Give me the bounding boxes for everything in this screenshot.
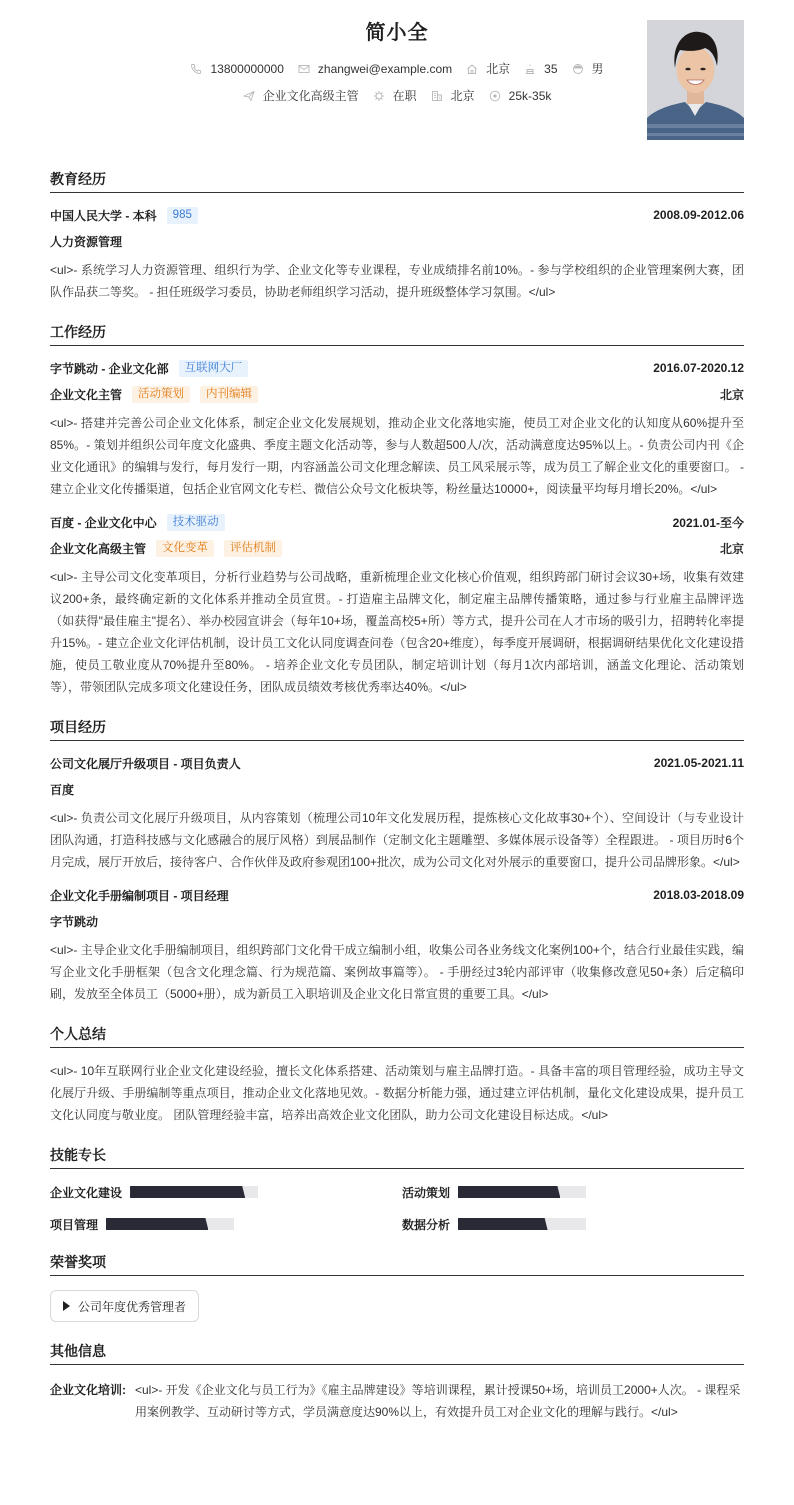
project-description: <ul>- 主导企业文化手册编制项目，组织跨部门文化骨干成立编制小组，收集公司各业务线文化案例100+个，结合行业最佳实践，编写企业文化手册框架（包含文化理念篇、行为规范篇、案例故事篇等）。 - 手册经过3轮内部评审（收集修改意见50+条）后定稿印刷，发放至全体员工（5000+册），成为新员工入职培训及企业文化日常宣贯的重要工具。</ul> [50, 943, 744, 1001]
salary-value: 25k-35k [508, 88, 552, 103]
job-status [373, 87, 417, 104]
skill-item [402, 1183, 754, 1201]
work-description: <ul>- 主导公司文化变革项目，分析行业趋势与公司战略，重新梳理企业文化核心价值观，组织跨部门研讨会议30+场，收集有效建议200+条，最终确定新的文化体系并推动全员宣贯。- 打造雇主品牌文化，制定雇主品牌传播策略，通过参与行业雇主品牌评选（如获得"最佳雇主"提名）、举办校园宣讲会（每年10+场，覆盖高校5+所）等方式，提升公司在人才市场的吸引力，招聘转化率提升15%。- 建立企业文化评估机制，设计员工文化认同度调查问卷（包含20+维度），每季度开展调研，根据调研结果优化文化建设措施，使员工敬业度从70%提升至80%。 - 培养企业文化专员团队，制定培训计划（每月1次内部培训，涵盖文化理论、活动策划等），带领团队完成多项文化建设任务，团队成员绩效考核优秀率达40%。</ul> [50, 570, 744, 694]
work-location: 北京 [719, 387, 744, 402]
status-value: 在职 [392, 89, 417, 103]
skill-item [50, 1215, 402, 1233]
section-title-awards: 荣誉奖项 [50, 1253, 744, 1276]
email-address: zhangwei@example.com [317, 61, 453, 76]
contact-email [298, 62, 452, 76]
school-tag: 985 [167, 207, 198, 224]
work-date: 2021.01-至今 [672, 515, 744, 530]
expected-salary [489, 89, 552, 103]
contact-row-1 [50, 60, 744, 77]
resume-header [50, 0, 744, 150]
job-intention [243, 87, 359, 104]
work-section [50, 323, 744, 698]
section-title-projects: 项目经历 [50, 718, 744, 741]
company-tag: 互联网大厂 [179, 360, 249, 377]
education-date: 2008.09-2012.06 [653, 208, 744, 222]
other-info-text: <ul>- 开发《企业文化与员工行为》《雇主品牌建设》等培训课程，累计授课50+场，培训员工2000+人次。 - 课程采用案例教学、互动研讨等方式，学员满意度达90%以上，有效提升员工对企业文化的理解与践行。</ul> [135, 1383, 741, 1419]
skill-item [50, 1183, 402, 1201]
residence-city: 北京 [486, 62, 511, 76]
send-icon [243, 90, 255, 102]
gender-value: 男 [591, 62, 604, 76]
target-city-value: 北京 [450, 89, 475, 103]
skill-bar [106, 1218, 234, 1230]
company-name: 百度 - 企业文化中心 [50, 515, 157, 530]
project-date: 2021.05-2021.11 [653, 756, 744, 770]
skill-bar-fill [106, 1218, 208, 1230]
skills-grid [50, 1183, 744, 1233]
project-company: 百度 [50, 782, 75, 797]
avatar-photo-icon [647, 20, 744, 140]
position-name: 企业文化高级主管 [50, 541, 147, 556]
phone-number: 13800000000 [210, 61, 284, 76]
gender-icon [572, 63, 584, 75]
company-name: 字节跳动 - 企业文化部 [50, 361, 169, 376]
home-icon [466, 63, 478, 75]
building-icon [431, 90, 443, 102]
skill-name: 活动策划 [402, 1185, 451, 1200]
project-entry [50, 885, 744, 1005]
summary-section [50, 1025, 744, 1126]
projects-section [50, 718, 744, 1005]
work-location: 北京 [719, 541, 744, 556]
school-name: 中国人民大学 - 本科 [50, 208, 157, 223]
job-title: 企业文化高级主管 [262, 89, 359, 103]
section-title-skills: 技能专长 [50, 1146, 744, 1169]
project-company: 字节跳动 [50, 914, 99, 929]
triangle-right-icon [63, 1301, 70, 1311]
awards-section [50, 1253, 744, 1322]
work-date: 2016.07-2020.12 [653, 361, 744, 375]
age-icon [524, 63, 536, 75]
avatar [647, 20, 744, 140]
project-description: <ul>- 负责公司文化展厅升级项目，从内容策划（梳理公司10年文化发展历程，提炼核心文化故事30+个）、空间设计（与专业设计团队沟通，打造科技感与文化感融合的展厅风格）到展品制作（定制文化主题雕塑、多媒体展示设备等）全程跟进。 - 项目历时6个月完成，展厅开放后，接待客户、合作伙伴及政府参观团100+批次，成为公司文化对外展示的重要窗口，提升公司品牌形象。</ul> [50, 811, 744, 869]
position-tag: 文化变革 [156, 540, 214, 557]
section-title-summary: 个人总结 [50, 1025, 744, 1048]
other-section [50, 1342, 744, 1423]
skill-name: 项目管理 [50, 1217, 99, 1232]
age-value: 35 [544, 61, 558, 76]
skill-name: 数据分析 [402, 1217, 451, 1232]
candidate-name: 简小全 [365, 22, 429, 44]
section-title-education: 教育经历 [50, 170, 744, 193]
education-section [50, 170, 744, 303]
section-title-work: 工作经历 [50, 323, 744, 346]
section-title-other: 其他信息 [50, 1342, 744, 1365]
work-description: <ul>- 搭建并完善公司企业文化体系，制定企业文化发展规划，推动企业文化落地实施，使员工对企业文化的认知度从60%提升至85%。- 策划并组织公司年度文化盛典、季度主题文化活动等，参与人数超500人/次，活动满意度达95%以上。- 负责公司内刊《企业文化通讯》的编辑与发行，每月发行一期，内容涵盖公司文化理念解读、员工风采展示等，成为员工了解企业文化的重要窗口。 - 建立企业文化传播渠道，包括企业官网文化专栏、微信公众号文化板块等，粉丝量达10000+，阅读量平均每月增长20%。</ul> [50, 416, 744, 496]
company-tag: 技术驱动 [167, 514, 225, 531]
skills-section [50, 1146, 744, 1233]
skill-bar-fill [458, 1186, 560, 1198]
award-item-toggle[interactable] [50, 1290, 199, 1322]
project-name: 企业文化手册编制项目 - 项目经理 [50, 888, 229, 903]
skill-bar [458, 1186, 586, 1198]
position-tag: 评估机制 [224, 540, 282, 557]
status-icon [373, 90, 385, 102]
contact-row-2 [50, 87, 744, 104]
mail-icon [298, 63, 310, 75]
position-tag: 内刊编辑 [200, 386, 258, 403]
project-name: 公司文化展厅升级项目 - 项目负责人 [50, 756, 241, 771]
award-name: 公司年度优秀管理者 [78, 1299, 187, 1314]
work-entry [50, 512, 744, 698]
skill-bar-fill [130, 1186, 245, 1198]
skill-bar [458, 1218, 586, 1230]
skill-item [402, 1215, 754, 1233]
phone-icon [190, 63, 202, 75]
position-tag: 活动策划 [132, 386, 190, 403]
salary-icon [489, 90, 501, 102]
major-name: 人力资源管理 [50, 234, 123, 249]
project-entry [50, 753, 744, 873]
skill-bar-fill [458, 1218, 548, 1230]
contact-age [524, 62, 557, 76]
contact-phone [190, 62, 283, 76]
other-info-label: 企业文化培训: [50, 1383, 126, 1397]
skill-name: 企业文化建设 [50, 1185, 123, 1200]
project-date: 2018.03-2018.09 [653, 888, 744, 902]
contact-gender [572, 60, 604, 77]
skill-bar [130, 1186, 258, 1198]
target-city [431, 87, 475, 104]
contact-residence [466, 60, 510, 77]
education-description: <ul>- 系统学习人力资源管理、组织行为学、企业文化等专业课程，专业成绩排名前10%。- 参与学校组织的企业管理案例大赛，团队作品获二等奖。 - 担任班级学习委员，协助老师组织学习活动，提升班级整体学习氛围。</ul> [50, 263, 744, 299]
position-name: 企业文化主管 [50, 387, 123, 402]
education-entry [50, 205, 744, 303]
summary-description: <ul>- 10年互联网行业企业文化建设经验，擅长文化体系搭建、活动策划与雇主品牌打造。- 具备丰富的项目管理经验，成功主导文化展厅升级、手册编制等重点项目，推动企业文化落地见效。- 数据分析能力强，通过建立评估机制，量化文化建设成果，提升员工文化认同度与敬业度。 团队管理经验丰富，培养出高效企业文化团队，助力公司文化建设目标达成。</ul> [50, 1064, 744, 1122]
work-entry [50, 358, 744, 500]
other-info-item [50, 1379, 744, 1423]
